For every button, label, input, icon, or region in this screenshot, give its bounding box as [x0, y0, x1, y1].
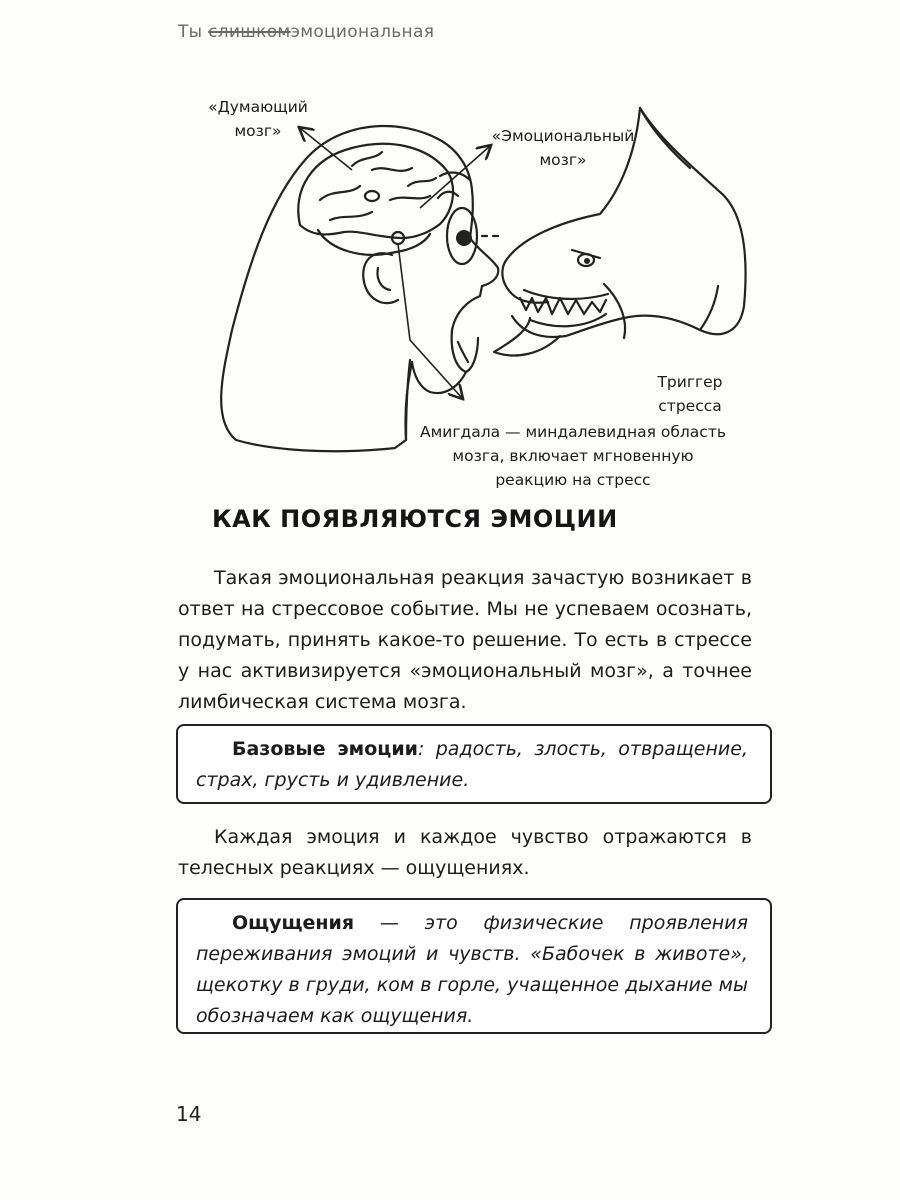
ear-outline	[363, 253, 398, 303]
header-part2: эмоциональная	[290, 22, 435, 42]
mouth-outline	[452, 296, 480, 372]
paragraph-2-text: Каждая эмоция и каждое чувство отражаются в телесных реакциях — ощущениях.	[178, 826, 752, 879]
callout-sensations-text	[196, 908, 748, 1032]
label-amygdala: Амигдала — миндалевидная область мозга, включает мгновенную реакцию на стресс	[420, 423, 726, 489]
callout-sensations-body: — это физические проявления переживания эмоций и чувств. «Бабочек в животе», щекотку в груди, ком в горле, учащенное дыхание мы обозначаем как ощущения.	[196, 912, 748, 1027]
callout-basic-emotions-term: Базовые эмоции	[232, 738, 418, 760]
callout-sensations-term: Ощущения	[232, 912, 355, 934]
header-part1: Ты	[178, 22, 203, 42]
label-stress-trigger: Триггер стресса	[657, 373, 723, 415]
pupil	[456, 230, 472, 246]
paragraph-1-text: Такая эмоциональная реакция зачастую возникает в ответ на стрессовое событие. Мы не успеваем осознать, подумать, принять какое-то решение. То есть в стрессе у нас активизируется «эмоциональный мозг», а точнее лимбическая система мозга.	[178, 567, 752, 713]
callout-basic-emotions-body: : радость, злость, отвращение, страх, грусть и удивление.	[196, 738, 748, 791]
page-number: 14	[176, 1102, 202, 1126]
header-struck-word: слишком	[208, 22, 291, 42]
label-thinking-brain: «Думающий мозг»	[208, 98, 308, 140]
paragraph-1	[178, 563, 752, 718]
callout-basic-emotions	[176, 724, 772, 804]
paragraph-2	[178, 822, 752, 884]
label-emotional-brain: «Эмоциональный мозг»	[491, 127, 635, 169]
callout-basic-emotions-text	[196, 734, 748, 796]
section-title: КАК ПОЯВЛЯЮТСЯ ЭМОЦИИ	[212, 505, 618, 533]
callout-sensations	[176, 898, 772, 1034]
